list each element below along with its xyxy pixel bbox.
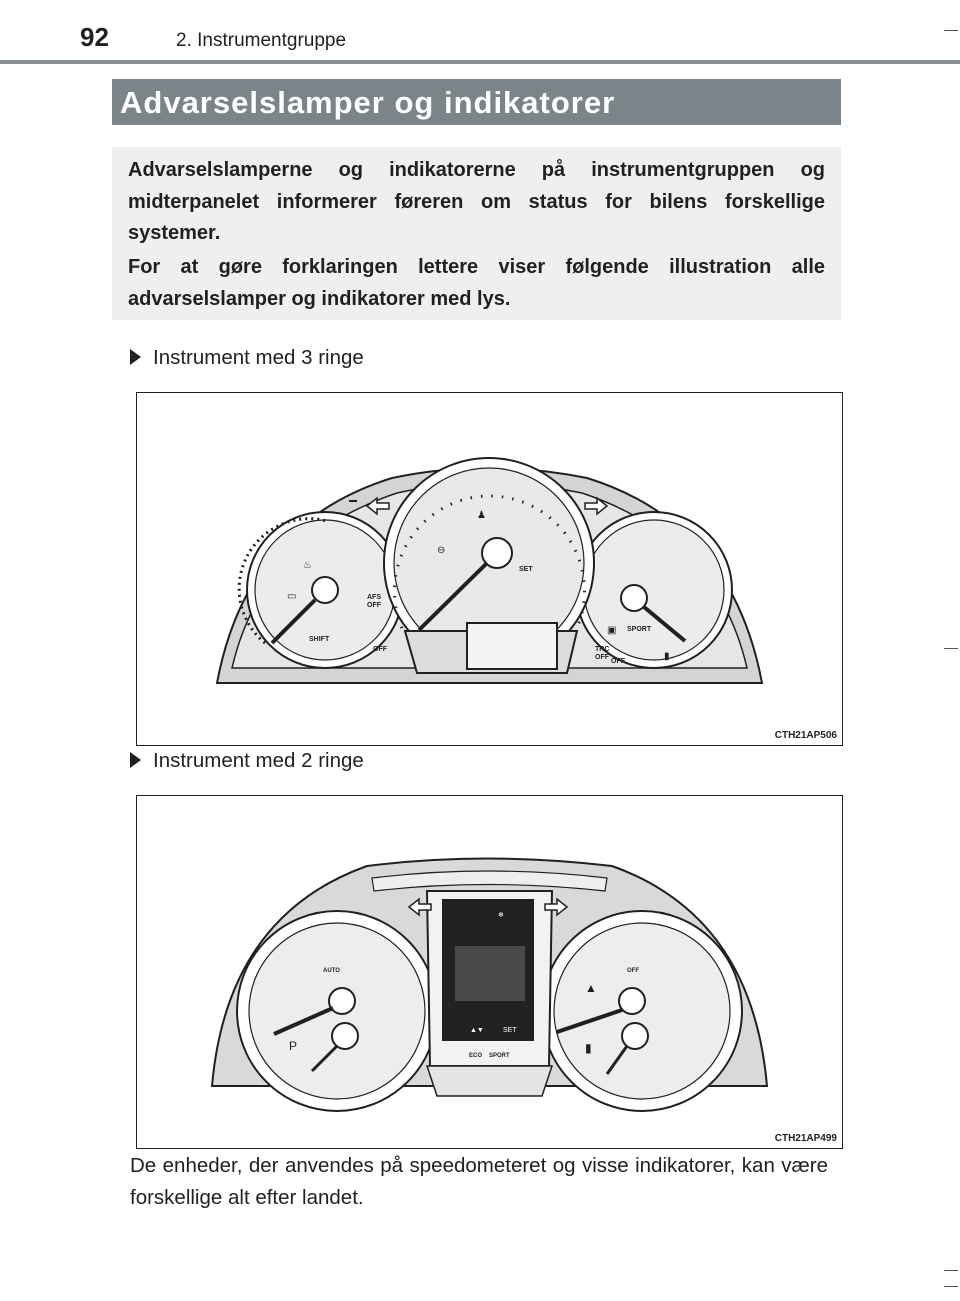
battery-icon: ▭: [287, 591, 297, 602]
fuel-icon: ▮: [664, 651, 670, 662]
label-eco: ECO: [469, 1053, 483, 1059]
instrument-cluster-2-ring-illustration: [137, 796, 842, 1148]
fuel-icon: ▮: [585, 1041, 592, 1055]
label-trc: TRC: [595, 646, 610, 653]
figure1-caption-text: Instrument med 3 ringe: [153, 346, 364, 369]
label-off: OFF: [627, 968, 639, 974]
label-afs-off: OFF: [367, 602, 381, 609]
instrument-cluster-3-ring-illustration: [137, 393, 842, 745]
label-a-off: OFF: [373, 646, 387, 653]
intro-paragraph-2: For at gøre forklaringen lettere viser følgende illustration alle advarselslamper og indikatorer med lys.: [128, 256, 825, 310]
figure1-code: CTH21AP506: [774, 730, 837, 741]
hill-descent-icon: ▣: [607, 625, 617, 636]
bullet-arrow-icon: [130, 349, 141, 365]
crop-mark: [944, 30, 958, 31]
figure2-caption-text: Instrument med 2 ringe: [153, 749, 364, 772]
snowflake-icon: ❄: [498, 912, 504, 919]
warning-icon: ⊖: [437, 545, 446, 556]
master-warning-icon: ▲: [585, 981, 597, 995]
chapter-title: 2. Instrumentgruppe: [176, 30, 347, 51]
seatbelt-icon: ♟: [477, 510, 486, 521]
crop-mark: [944, 1286, 958, 1287]
label-sport: SPORT: [627, 626, 652, 633]
intro-box: [112, 147, 841, 320]
figure1-instrument-3-ring: [136, 392, 843, 746]
figure2-instrument-2-ring: [136, 795, 843, 1149]
intro-paragraph-1: Advarselslamperne og indikatorerne på instrumentgruppen og midterpanelet informerer føreren om status for bilens forskellige systemer.: [128, 159, 825, 244]
figure1-caption: [130, 346, 364, 370]
label-shift: SHIFT: [309, 636, 330, 643]
page-number: 92: [80, 22, 109, 52]
parking-brake-icon: P: [289, 1039, 298, 1053]
section-title: Advarselslamper og indikatorer: [120, 85, 616, 120]
section-banner: [112, 79, 841, 125]
figure2-caption: [130, 749, 364, 773]
header-rule: [0, 60, 960, 64]
figure2-code: CTH21AP499: [774, 1133, 837, 1144]
label-trc-off: OFF: [595, 654, 609, 661]
label-auto: AUTO: [323, 968, 340, 974]
engine-oil-icon: ♨: [303, 560, 312, 571]
display-up-down-icon: ▲▼: [470, 1027, 484, 1034]
label-set: SET: [519, 566, 533, 573]
label-vsc-off: OFF: [611, 658, 625, 665]
label-sport: SPORT: [489, 1053, 510, 1059]
crop-mark: [944, 648, 958, 649]
label-afs: AFS: [367, 594, 381, 601]
closing-paragraph: De enheder, der anvendes på speedometeret og visse indikatorer, kan være forskellige alt efter landet.: [130, 1154, 828, 1209]
crop-mark: [944, 1270, 958, 1271]
bullet-arrow-icon: [130, 752, 141, 768]
display-set-label: SET: [503, 1027, 517, 1034]
